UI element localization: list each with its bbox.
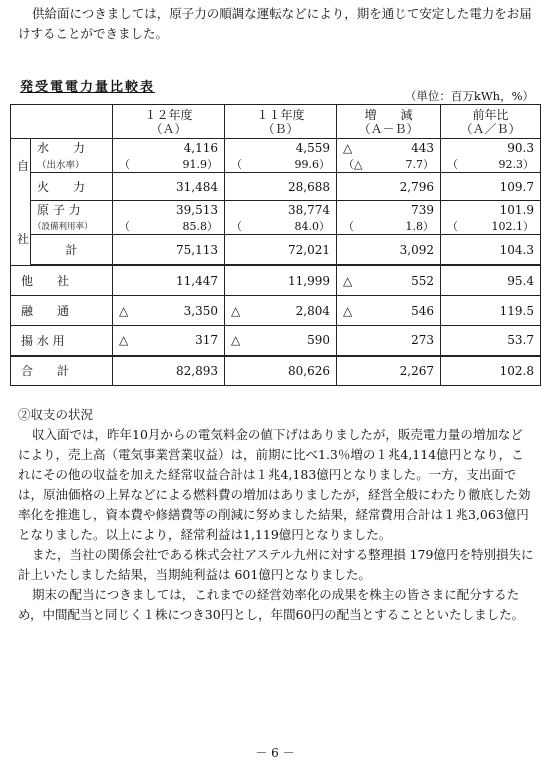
row-nuclear: 原 子 力 39,513 38,774 739 101.9 xyxy=(11,201,541,219)
row-interchange: 融 通 △ 3,350 △ 2,804 △ 546 119.5 xyxy=(11,296,541,326)
row-total: 合 計 82,893 80,626 2,267 102.8 xyxy=(11,356,541,386)
header-ratio: 前年比 （Ａ／Ｂ） xyxy=(441,105,541,139)
row-hydro-sub: （出水率） （ 91.9） （ 99.6） （△ 7.7） （ 92.3） xyxy=(11,156,541,173)
table-title: 発受電電力量比較表 xyxy=(20,80,156,95)
row-subtotal: 計 75,113 72,021 3,092 104.3 xyxy=(11,235,541,265)
section-paragraph-3: 期末の配当につきましては，これまでの経営効率化の成果を株主の皆さまに配分するため，中間配当と同じく１株につき30円とし，年間60円の配当とすることといたしました。 xyxy=(18,587,525,622)
header-fy11: １１年度 （Ｂ） xyxy=(225,105,337,139)
unit-note: （単位：百万kWh，%） xyxy=(404,89,534,103)
header-fy12: １２年度 （Ａ） xyxy=(113,105,225,139)
table-header-row xyxy=(11,105,541,139)
group-label-own: 自 社 xyxy=(11,139,31,266)
row-thermal: 火 力 31,484 28,688 2,796 109.7 xyxy=(11,173,541,201)
section-paragraph-2: また，当社の関係会社である株式会社アステル九州に対する整理損 179億円を特別損失に計上いたしました結果，当期純利益は 601億円となりました。 xyxy=(18,547,534,582)
row-nuclear-sub: （設備利用率） （ 85.8） （ 84.0） （ 1.8） （ 102.1） xyxy=(11,218,541,235)
power-comparison-table xyxy=(10,104,541,386)
row-hydro: 自 社 水 力 4,116 4,559 △ 443 90.3 xyxy=(11,139,541,157)
income-expenditure-section xyxy=(18,405,534,625)
row-other: 他 社 11,447 11,999 △ 552 95.4 xyxy=(11,266,541,296)
intro-paragraph: 供給面につきましては，原子力の順調な運転などにより，期を通じて安定した電力をお届けすることができました。 xyxy=(18,6,532,41)
row-pumping: 揚 水 用 △ 317 △ 590 273 53.7 xyxy=(11,326,541,356)
header-diff: 増 減 （Ａ－Ｂ） xyxy=(337,105,441,139)
header-blank xyxy=(11,105,113,139)
section-heading: ②収支の状況 xyxy=(18,407,94,422)
section-paragraph-1: 収入面では，昨年10月からの電気料金の値下げはありましたが，販売電力量の増加などにより，売上高（電気事業営業収益）は，前期に比べ1.3％増の１兆4,114億円となり，これにその他の収益を加えた経常収益合計は１兆4,183億円となりました。一方，支出面では，原油価格の上昇などによる燃料費の増加はありましたが，経営全般にわたり徹底した効率化を推進し，資本費や修繕費等の削減に努めました結果，経常費用合計は１兆3,063億円となりました。以上により，経常利益は1,119億円となりました。 xyxy=(18,427,531,542)
page-number: － 6 － xyxy=(255,746,295,760)
